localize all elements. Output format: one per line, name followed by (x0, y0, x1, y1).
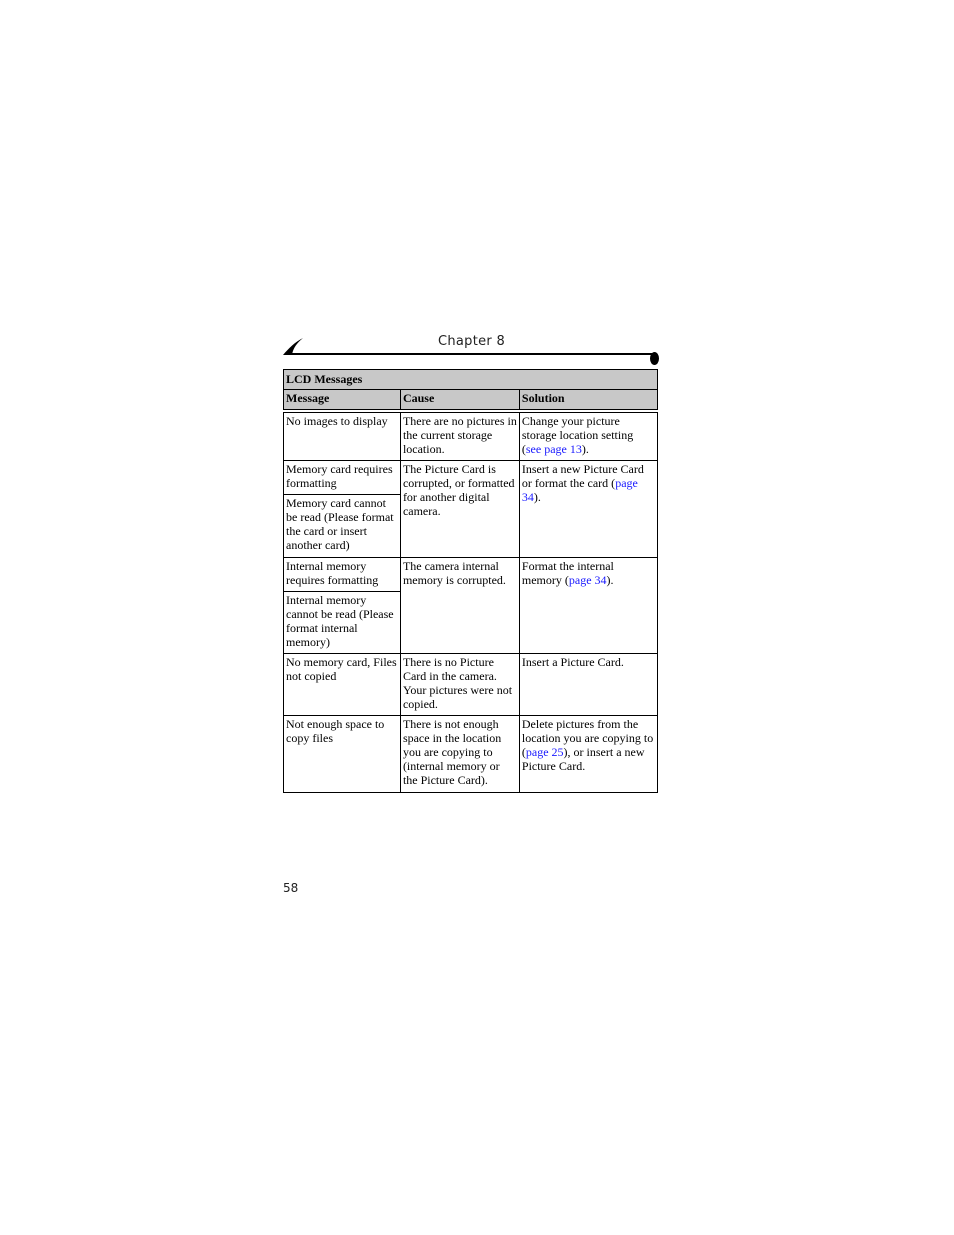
table-row (284, 716, 658, 793)
table-header-row (284, 390, 658, 412)
lcd-messages-table (283, 369, 658, 793)
solution-text-end: ). (606, 573, 614, 587)
page-number: 58 (283, 881, 299, 895)
header-rule (291, 353, 654, 355)
column-header-solution: Solution (519, 390, 657, 412)
cause-cell: The camera internal memory is corrupted. (400, 558, 519, 654)
solution-cell (519, 716, 657, 793)
chapter-header (283, 333, 661, 367)
header-dot-icon (650, 352, 659, 365)
solution-cell (519, 411, 657, 461)
table-row (284, 461, 658, 495)
column-header-message: Message (284, 390, 401, 412)
message-cell: No images to display (284, 411, 401, 461)
message-cell: Memory card requires formatting (284, 461, 401, 495)
solution-cell (519, 461, 657, 558)
solution-text: Insert a new Picture Card or format the card ( (521, 462, 644, 490)
message-cell: Internal memory cannot be read (Please format internal memory) (284, 592, 401, 654)
solution-text-end: ). (533, 490, 541, 504)
solution-text: Format the internal memory ( (521, 559, 614, 587)
message-cell: Memory card cannot be read (Please format the card or insert another card) (284, 495, 401, 558)
cause-cell: There are no pictures in the current storage location. (400, 411, 519, 461)
cause-cell: The Picture Card is corrupted, or formatted for another digital camera. (400, 461, 519, 558)
table-row (284, 654, 658, 716)
cause-cell: There is not enough space in the location you are copying to (internal memory or the Picture Card). (400, 716, 519, 793)
table-title: LCD Messages (284, 370, 658, 390)
table-row (284, 411, 658, 461)
table-row (284, 558, 658, 592)
solution-text-end: ), or insert a new Picture Card. (521, 745, 645, 773)
page-link[interactable]: page 34 (568, 573, 607, 587)
column-header-cause: Cause (400, 390, 519, 412)
message-cell: Internal memory requires formatting (284, 558, 401, 592)
table-title-row (284, 370, 658, 390)
page-link[interactable]: page 25 (525, 745, 564, 759)
cause-cell: There is no Picture Card in the camera. Your pictures were not copied. (400, 654, 519, 716)
solution-cell (519, 558, 657, 654)
page-link[interactable]: see page 13 (525, 442, 582, 456)
message-cell: Not enough space to copy files (284, 716, 401, 793)
page-link[interactable]: page 34 (521, 476, 638, 504)
solution-cell (519, 654, 657, 716)
solution-text: Insert a Picture Card. (521, 655, 624, 669)
message-cell: No memory card, Files not copied (284, 654, 401, 716)
solution-text: Change your picture storage location setting ( (521, 414, 634, 456)
solution-text-end: ). (581, 442, 589, 456)
solution-text: Delete pictures from the location you are copying to ( (521, 717, 654, 759)
chapter-title: Chapter 8 (438, 334, 506, 349)
